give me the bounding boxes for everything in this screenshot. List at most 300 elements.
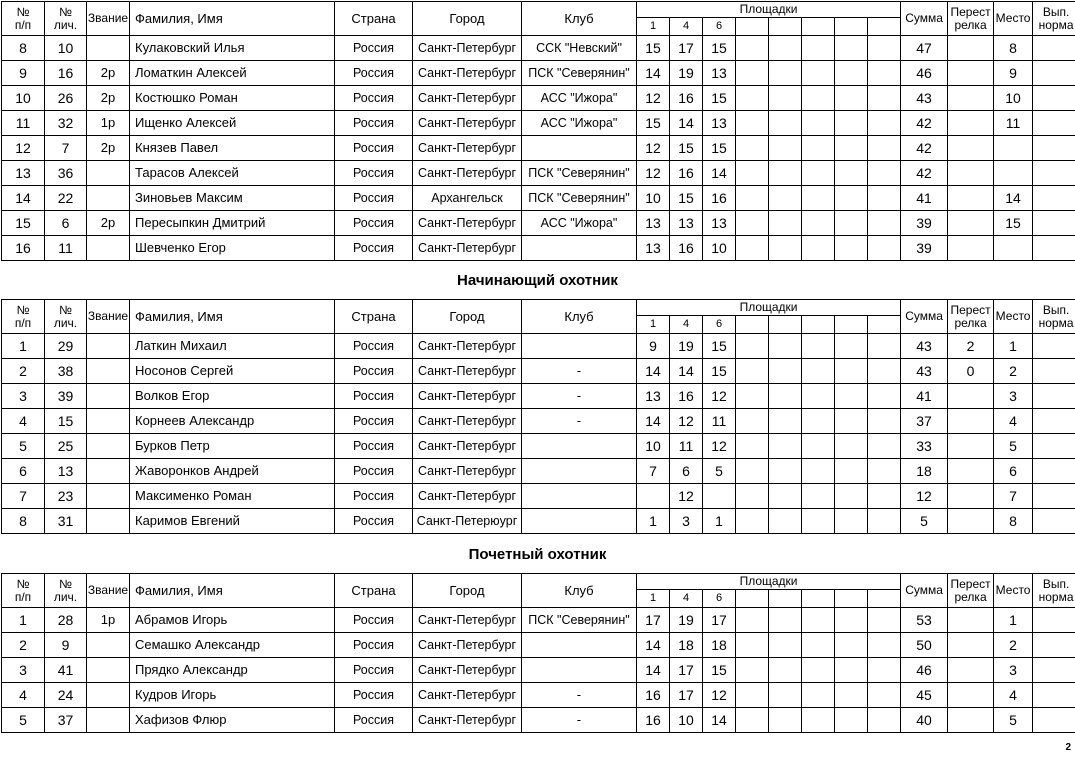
header-gorod: Город: [413, 574, 522, 608]
cell-zvanie: 2р: [87, 61, 130, 86]
cell-area-empty: [802, 683, 835, 708]
cell-area-empty: [802, 509, 835, 534]
cell-lich: 39: [45, 384, 87, 409]
header-lich: № лич.: [45, 300, 87, 334]
cell-num: 5: [2, 708, 45, 733]
table-row: [2, 359, 1075, 384]
cell-area-empty: [736, 384, 769, 409]
cell-name: Абрамов Игорь: [130, 608, 335, 633]
cell-area-4: 14: [670, 359, 703, 384]
cell-gorod: Санкт-Петербург: [413, 236, 522, 261]
cell-area-empty: [835, 359, 868, 384]
cell-area-empty: [802, 136, 835, 161]
cell-area-empty: [769, 509, 802, 534]
cell-strana: Россия: [335, 459, 413, 484]
cell-perestrelka: [948, 61, 994, 86]
cell-mesto: 1: [994, 608, 1033, 633]
cell-area-empty: [868, 459, 901, 484]
cell-perestrelka: [948, 86, 994, 111]
cell-area-empty: [802, 186, 835, 211]
cell-gorod: Санкт-Петербург: [413, 334, 522, 359]
cell-area-empty: [769, 211, 802, 236]
cell-klub: [522, 434, 637, 459]
cell-area-empty: [802, 708, 835, 733]
cell-zvanie: [87, 633, 130, 658]
cell-area-empty: [769, 633, 802, 658]
cell-num: 7: [2, 484, 45, 509]
cell-gorod: Санкт-Петербург: [413, 434, 522, 459]
cell-area-empty: [835, 509, 868, 534]
cell-mesto: 5: [994, 434, 1033, 459]
cell-num: 8: [2, 509, 45, 534]
cell-vyp-norma: [1033, 359, 1075, 384]
cell-area-1: 7: [637, 459, 670, 484]
cell-strana: Россия: [335, 359, 413, 384]
header-ploshchadki: Площадки: [637, 300, 901, 316]
cell-area-6: 16: [703, 186, 736, 211]
cell-name: Ломаткин Алексей: [130, 61, 335, 86]
cell-area-1: 14: [637, 633, 670, 658]
header-name: Фамилия, Имя: [130, 300, 335, 334]
header-summa: Сумма: [901, 574, 948, 608]
cell-zvanie: [87, 683, 130, 708]
cell-klub: -: [522, 708, 637, 733]
cell-area-6: 12: [703, 434, 736, 459]
header-area-empty: [802, 590, 835, 608]
cell-strana: Россия: [335, 658, 413, 683]
cell-lich: 13: [45, 459, 87, 484]
cell-area-1: 15: [637, 36, 670, 61]
cell-num: 3: [2, 658, 45, 683]
cell-vyp-norma: [1033, 409, 1075, 434]
cell-summa: 42: [901, 161, 948, 186]
cell-klub: [522, 459, 637, 484]
cell-mesto: [994, 136, 1033, 161]
cell-area-empty: [802, 236, 835, 261]
cell-area-empty: [736, 236, 769, 261]
cell-name: Максименко Роман: [130, 484, 335, 509]
header-area-empty: [868, 18, 901, 36]
cell-klub: ПСК "Северянин": [522, 61, 637, 86]
cell-area-4: 15: [670, 186, 703, 211]
cell-mesto: 7: [994, 484, 1033, 509]
cell-mesto: 9: [994, 61, 1033, 86]
cell-num: 9: [2, 61, 45, 86]
header-klub: Клуб: [522, 300, 637, 334]
cell-area-empty: [769, 86, 802, 111]
cell-area-empty: [835, 236, 868, 261]
cell-area-empty: [835, 111, 868, 136]
cell-lich: 26: [45, 86, 87, 111]
cell-summa: 42: [901, 136, 948, 161]
cell-area-empty: [835, 211, 868, 236]
cell-area-1: 14: [637, 409, 670, 434]
header-summa: Сумма: [901, 2, 948, 36]
cell-strana: Россия: [335, 211, 413, 236]
header-area-4: 4: [670, 316, 703, 334]
header-row-top: [2, 300, 1075, 316]
cell-area-6: 11: [703, 409, 736, 434]
cell-area-empty: [868, 384, 901, 409]
cell-area-empty: [868, 633, 901, 658]
header-area-6: 6: [703, 590, 736, 608]
cell-summa: 5: [901, 509, 948, 534]
cell-mesto: 11: [994, 111, 1033, 136]
cell-lich: 32: [45, 111, 87, 136]
cell-num: 2: [2, 359, 45, 384]
cell-perestrelka: [948, 136, 994, 161]
cell-area-empty: [769, 484, 802, 509]
cell-area-empty: [802, 111, 835, 136]
cell-area-empty: [868, 111, 901, 136]
cell-summa: 40: [901, 708, 948, 733]
cell-mesto: [994, 236, 1033, 261]
cell-area-6: 15: [703, 136, 736, 161]
cell-perestrelka: [948, 658, 994, 683]
cell-lich: 41: [45, 658, 87, 683]
cell-vyp-norma: [1033, 61, 1075, 86]
cell-strana: Россия: [335, 36, 413, 61]
cell-mesto: [994, 161, 1033, 186]
header-summa: Сумма: [901, 300, 948, 334]
cell-area-empty: [868, 608, 901, 633]
cell-gorod: Санкт-Петербург: [413, 136, 522, 161]
cell-strana: Россия: [335, 86, 413, 111]
cell-klub: [522, 136, 637, 161]
header-area-6: 6: [703, 18, 736, 36]
cell-klub: ПСК "Северянин": [522, 608, 637, 633]
cell-perestrelka: [948, 608, 994, 633]
cell-summa: 42: [901, 111, 948, 136]
header-perestrelka: Перест релка: [948, 574, 994, 608]
cell-area-6: 10: [703, 236, 736, 261]
cell-summa: 45: [901, 683, 948, 708]
cell-area-empty: [868, 211, 901, 236]
cell-num: 3: [2, 384, 45, 409]
header-zvanie: Звание: [87, 300, 130, 334]
cell-area-1: 10: [637, 434, 670, 459]
table-row: [2, 708, 1075, 733]
cell-gorod: Санкт-Петербург: [413, 86, 522, 111]
cell-area-4: 3: [670, 509, 703, 534]
cell-summa: 37: [901, 409, 948, 434]
cell-zvanie: 1р: [87, 608, 130, 633]
cell-area-empty: [736, 61, 769, 86]
cell-area-empty: [868, 484, 901, 509]
cell-area-empty: [835, 161, 868, 186]
cell-vyp-norma: [1033, 36, 1075, 61]
cell-lich: 36: [45, 161, 87, 186]
cell-area-empty: [835, 186, 868, 211]
cell-name: Латкин Михаил: [130, 334, 335, 359]
cell-summa: 33: [901, 434, 948, 459]
cell-area-1: 10: [637, 186, 670, 211]
cell-zvanie: [87, 708, 130, 733]
cell-area-4: 17: [670, 683, 703, 708]
cell-area-4: 6: [670, 459, 703, 484]
cell-area-1: 12: [637, 136, 670, 161]
cell-perestrelka: 2: [948, 334, 994, 359]
cell-zvanie: [87, 334, 130, 359]
header-area-empty: [769, 316, 802, 334]
cell-lich: 24: [45, 683, 87, 708]
cell-strana: Россия: [335, 633, 413, 658]
cell-area-empty: [802, 36, 835, 61]
table-row: [2, 434, 1075, 459]
cell-area-empty: [769, 608, 802, 633]
cell-num: 1: [2, 608, 45, 633]
cell-area-6: 15: [703, 658, 736, 683]
cell-area-empty: [736, 86, 769, 111]
cell-vyp-norma: [1033, 384, 1075, 409]
cell-num: 15: [2, 211, 45, 236]
header-vyp-norma: Вып. норма: [1033, 574, 1075, 608]
header-mesto: Место: [994, 2, 1033, 36]
cell-perestrelka: [948, 211, 994, 236]
cell-gorod: Санкт-Петербург: [413, 161, 522, 186]
header-area-empty: [835, 590, 868, 608]
cell-lich: 11: [45, 236, 87, 261]
cell-summa: 39: [901, 211, 948, 236]
header-num: № п/п: [2, 300, 45, 334]
cell-area-empty: [802, 484, 835, 509]
cell-num: 11: [2, 111, 45, 136]
cell-area-empty: [736, 211, 769, 236]
cell-area-empty: [835, 683, 868, 708]
cell-gorod: Санкт-Петербург: [413, 683, 522, 708]
cell-zvanie: [87, 186, 130, 211]
cell-area-1: 13: [637, 236, 670, 261]
header-ploshchadki: Площадки: [637, 574, 901, 590]
cell-zvanie: [87, 509, 130, 534]
cell-lich: 16: [45, 61, 87, 86]
cell-area-empty: [769, 409, 802, 434]
cell-summa: 50: [901, 633, 948, 658]
header-strana: Страна: [335, 574, 413, 608]
cell-area-1: 16: [637, 708, 670, 733]
cell-area-6: 15: [703, 86, 736, 111]
cell-zvanie: [87, 236, 130, 261]
cell-zvanie: [87, 161, 130, 186]
cell-summa: 46: [901, 61, 948, 86]
cell-area-empty: [835, 459, 868, 484]
cell-mesto: 3: [994, 384, 1033, 409]
header-area-4: 4: [670, 18, 703, 36]
cell-gorod: Санкт-Петербург: [413, 608, 522, 633]
cell-area-empty: [868, 136, 901, 161]
header-area-empty: [835, 316, 868, 334]
cell-summa: 43: [901, 86, 948, 111]
results-table-beginner-hunter: [1, 299, 1075, 534]
header-gorod: Город: [413, 2, 522, 36]
cell-area-6: 12: [703, 683, 736, 708]
header-area-1: 1: [637, 18, 670, 36]
cell-area-empty: [835, 658, 868, 683]
header-area-1: 1: [637, 316, 670, 334]
cell-area-6: 1: [703, 509, 736, 534]
cell-area-empty: [835, 86, 868, 111]
cell-summa: 46: [901, 658, 948, 683]
cell-summa: 43: [901, 334, 948, 359]
cell-perestrelka: [948, 236, 994, 261]
cell-gorod: Санкт-Петербург: [413, 359, 522, 384]
cell-area-6: 14: [703, 708, 736, 733]
cell-area-empty: [769, 136, 802, 161]
cell-area-1: 13: [637, 384, 670, 409]
cell-area-empty: [868, 708, 901, 733]
cell-lich: 6: [45, 211, 87, 236]
header-lich: № лич.: [45, 574, 87, 608]
cell-mesto: 2: [994, 633, 1033, 658]
cell-area-4: 12: [670, 409, 703, 434]
cell-num: 14: [2, 186, 45, 211]
cell-lich: 7: [45, 136, 87, 161]
header-area-empty: [802, 18, 835, 36]
cell-area-empty: [835, 608, 868, 633]
cell-area-4: 16: [670, 86, 703, 111]
page-number: 2: [1065, 742, 1071, 753]
cell-name: Пересыпкин Дмитрий: [130, 211, 335, 236]
cell-perestrelka: [948, 111, 994, 136]
cell-name: Костюшко Роман: [130, 86, 335, 111]
header-gorod: Город: [413, 300, 522, 334]
cell-klub: ПСК "Северянин": [522, 161, 637, 186]
table-row: [2, 509, 1075, 534]
cell-zvanie: [87, 384, 130, 409]
cell-vyp-norma: [1033, 683, 1075, 708]
cell-zvanie: 2р: [87, 211, 130, 236]
cell-zvanie: [87, 658, 130, 683]
cell-vyp-norma: [1033, 334, 1075, 359]
header-mesto: Место: [994, 574, 1033, 608]
cell-name: Тарасов Алексей: [130, 161, 335, 186]
cell-area-empty: [802, 633, 835, 658]
cell-vyp-norma: [1033, 708, 1075, 733]
cell-area-empty: [835, 61, 868, 86]
cell-area-empty: [769, 658, 802, 683]
cell-gorod: Санкт-Петербург: [413, 633, 522, 658]
table-row: [2, 86, 1075, 111]
cell-gorod: Санкт-Петербург: [413, 211, 522, 236]
cell-klub: [522, 509, 637, 534]
cell-perestrelka: [948, 384, 994, 409]
cell-gorod: Санкт-Петербург: [413, 111, 522, 136]
header-perestrelka: Перест релка: [948, 2, 994, 36]
cell-mesto: 15: [994, 211, 1033, 236]
cell-area-empty: [736, 683, 769, 708]
cell-area-empty: [736, 36, 769, 61]
cell-perestrelka: 0: [948, 359, 994, 384]
cell-num: 8: [2, 36, 45, 61]
table-row: [2, 459, 1075, 484]
cell-perestrelka: [948, 434, 994, 459]
cell-area-empty: [736, 334, 769, 359]
cell-zvanie: [87, 359, 130, 384]
cell-klub: АСС "Ижора": [522, 211, 637, 236]
cell-zvanie: [87, 459, 130, 484]
cell-name: Шевченко Егор: [130, 236, 335, 261]
cell-num: 4: [2, 409, 45, 434]
cell-area-1: 14: [637, 359, 670, 384]
cell-klub: [522, 484, 637, 509]
cell-lich: 10: [45, 36, 87, 61]
cell-summa: 39: [901, 236, 948, 261]
cell-area-6: 18: [703, 633, 736, 658]
cell-area-empty: [835, 633, 868, 658]
cell-area-4: 19: [670, 608, 703, 633]
table-row: [2, 161, 1075, 186]
table-row: [2, 658, 1075, 683]
cell-area-empty: [802, 434, 835, 459]
cell-area-empty: [868, 334, 901, 359]
cell-mesto: 4: [994, 683, 1033, 708]
cell-zvanie: [87, 434, 130, 459]
cell-area-1: 14: [637, 658, 670, 683]
header-klub: Клуб: [522, 574, 637, 608]
table-row: [2, 211, 1075, 236]
cell-area-empty: [802, 359, 835, 384]
cell-vyp-norma: [1033, 136, 1075, 161]
cell-strana: Россия: [335, 384, 413, 409]
header-name: Фамилия, Имя: [130, 2, 335, 36]
header-lich: № лич.: [45, 2, 87, 36]
cell-gorod: Архангельск: [413, 186, 522, 211]
cell-zvanie: 1р: [87, 111, 130, 136]
table-row: [2, 136, 1075, 161]
cell-vyp-norma: [1033, 111, 1075, 136]
cell-zvanie: [87, 409, 130, 434]
cell-area-empty: [868, 61, 901, 86]
header-zvanie: Звание: [87, 2, 130, 36]
cell-area-empty: [868, 509, 901, 534]
cell-num: 16: [2, 236, 45, 261]
cell-area-6: 12: [703, 384, 736, 409]
header-row-top: [2, 2, 1075, 18]
cell-strana: Россия: [335, 236, 413, 261]
cell-vyp-norma: [1033, 86, 1075, 111]
cell-name: Прядко Александр: [130, 658, 335, 683]
cell-area-empty: [769, 434, 802, 459]
cell-area-empty: [769, 708, 802, 733]
cell-area-empty: [802, 211, 835, 236]
cell-perestrelka: [948, 409, 994, 434]
cell-strana: Россия: [335, 608, 413, 633]
table-row: [2, 236, 1075, 261]
cell-klub: -: [522, 359, 637, 384]
cell-area-empty: [769, 111, 802, 136]
cell-area-empty: [769, 236, 802, 261]
cell-area-empty: [736, 186, 769, 211]
cell-strana: Россия: [335, 161, 413, 186]
header-vyp-norma: Вып. норма: [1033, 300, 1075, 334]
cell-lich: 29: [45, 334, 87, 359]
cell-strana: Россия: [335, 186, 413, 211]
cell-strana: Россия: [335, 334, 413, 359]
cell-area-empty: [802, 608, 835, 633]
cell-klub: -: [522, 409, 637, 434]
header-area-empty: [769, 590, 802, 608]
header-area-empty: [769, 18, 802, 36]
cell-vyp-norma: [1033, 161, 1075, 186]
cell-klub: ССК "Невский": [522, 36, 637, 61]
cell-name: Носонов Сергей: [130, 359, 335, 384]
header-area-empty: [835, 18, 868, 36]
cell-summa: 18: [901, 459, 948, 484]
cell-klub: АСС "Ижора": [522, 86, 637, 111]
cell-perestrelka: [948, 509, 994, 534]
cell-mesto: 8: [994, 36, 1033, 61]
cell-area-empty: [802, 384, 835, 409]
